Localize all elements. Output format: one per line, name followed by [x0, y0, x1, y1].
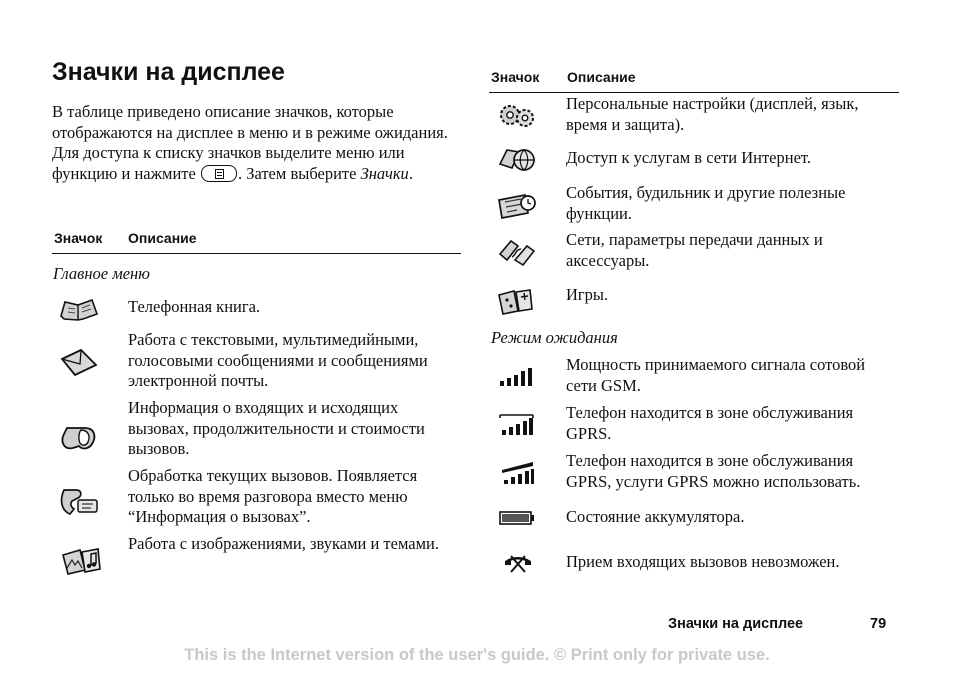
right-row-4-desc: Сети, параметры передачи данных и аксессуары.	[566, 230, 823, 270]
right-row-3-desc: События, будильник и другие полезные функции.	[566, 183, 846, 223]
right-standby-row-4-desc: Состояние аккумулятора.	[566, 507, 745, 526]
intro-paragraph-1: В таблице приведено описание значков, которые отображаются на дисплее в меню и в режиме ожидания.	[52, 102, 448, 142]
left-row-5-desc: Работа с изображениями, звуками и темами.	[128, 534, 440, 553]
intro-p2-start: Для доступа к списку значков выделите меню или функцию и нажмите	[52, 143, 405, 183]
footer-section-title: Значки на дисплее	[668, 616, 804, 632]
right-row-1-desc: Персональные настройки (дисплей, язык, время и защита).	[566, 94, 859, 134]
page-number: 79	[870, 616, 887, 632]
settings-gears-icon	[497, 102, 537, 130]
gsm-signal-icon	[499, 367, 535, 387]
right-standby-row-3-desc: Телефон находится в зоне обслуживания GPRS, услуги GPRS можно использовать.	[566, 451, 861, 491]
right-standby-row-2-desc: Телефон находится в зоне обслуживания GPRS.	[566, 403, 854, 443]
left-row-1-desc: Телефонная книга.	[128, 297, 261, 316]
games-icon	[497, 287, 535, 315]
right-header-icon: Значок	[491, 69, 540, 85]
call-info-icon	[59, 424, 99, 452]
intro-p2-end: .	[408, 163, 413, 183]
left-row-4-desc: Обработка текущих вызовов. Появляется только во время разговора вместо меню “Информация о вызовах”.	[128, 466, 418, 526]
left-row-3-desc: Информация о входящих и исходящих вызовах, продолжительности и стоимости вызовов.	[128, 398, 425, 458]
internet-services-icon	[497, 146, 537, 174]
left-header-icon: Значок	[54, 230, 103, 246]
intro-paragraph-2	[52, 143, 462, 184]
left-header-description: Описание	[128, 230, 197, 246]
right-row-5-desc: Игры.	[566, 285, 609, 304]
right-row-2-desc: Доступ к услугам в сети Интернет.	[566, 148, 812, 167]
battery-icon	[499, 510, 535, 526]
intro-text	[52, 102, 462, 184]
footer-disclaimer: This is the Internet version of the user's guide. © Print only for private use.	[184, 646, 770, 664]
right-table-rule	[489, 92, 899, 93]
phonebook-icon	[59, 297, 99, 323]
left-table-rule	[52, 253, 461, 254]
ongoing-call-icon	[58, 487, 100, 517]
images-sounds-icon	[60, 546, 102, 576]
page-title: Значки на дисплее	[52, 58, 285, 86]
left-row-2-desc: Работа с текстовыми, мультимедийными, голосовыми сообщениями и сообщениями электронной почты.	[128, 330, 428, 390]
connectivity-icon	[497, 238, 537, 268]
intro-p2-mid: . Затем выберите	[237, 163, 357, 183]
right-section-standby: Режим ожидания	[491, 328, 618, 347]
gprs-available-icon	[501, 461, 535, 485]
right-header-description: Описание	[567, 69, 636, 85]
organizer-icon	[497, 192, 537, 220]
intro-p2-italic: Значки	[360, 163, 409, 183]
left-section-main-menu: Главное меню	[53, 264, 150, 283]
right-standby-row-5-desc: Прием входящих вызовов невозможен.	[566, 552, 840, 571]
menu-key-icon	[201, 165, 237, 182]
messaging-icon	[59, 347, 99, 377]
no-incoming-calls-icon	[504, 553, 532, 575]
gprs-coverage-icon	[499, 414, 535, 436]
right-standby-row-1-desc: Мощность принимаемого сигнала сотовой сети GSM.	[566, 355, 866, 395]
